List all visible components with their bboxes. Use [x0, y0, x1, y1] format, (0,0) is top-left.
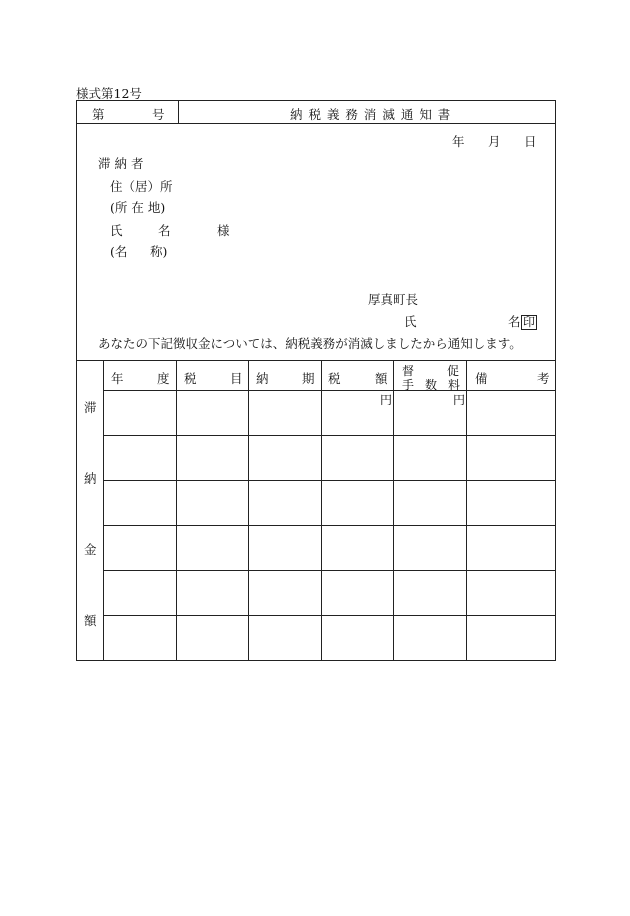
issuer-title: 厚真町長: [368, 292, 419, 307]
table-row-line: [103, 435, 556, 436]
date-year: 年: [452, 134, 465, 149]
header-due-2: 期: [302, 371, 315, 386]
name-label-1: 氏: [110, 223, 123, 238]
table-row-line: [103, 615, 556, 616]
table-col-line: [393, 360, 394, 661]
document-title: 納 税 義 務 消 滅 通 知 書: [290, 107, 452, 122]
side-label-char: 金: [84, 542, 97, 557]
header-remarks-1: 備: [475, 371, 488, 386]
table-row-line: [103, 480, 556, 481]
issuer-name-label-2: 名: [508, 314, 521, 329]
address-label: 住（居）所: [110, 179, 173, 194]
header-divider: [76, 123, 556, 124]
header-fee-4: 数: [425, 378, 438, 392]
table-top-line: [76, 360, 556, 361]
header-year-2: 度: [157, 371, 170, 386]
side-label-char: 納: [84, 471, 97, 486]
table-col-line: [103, 360, 104, 661]
date-day: 日: [524, 134, 537, 149]
honorific: 様: [217, 223, 230, 238]
table-col-line: [321, 360, 322, 661]
header-fee-1: 督: [402, 364, 415, 378]
notice-text: あなたの下記徴収金については、納税義務が消滅しましたから通知します。: [98, 336, 522, 351]
header-year-1: 年: [111, 371, 124, 386]
side-label-char: 滞: [84, 400, 97, 415]
header-tax-item-2: 目: [230, 371, 243, 386]
yen-unit-tax: 円: [380, 393, 393, 407]
header-remarks-2: 考: [537, 371, 550, 386]
number-prefix: 第: [92, 107, 105, 122]
header-amount-2: 額: [375, 371, 388, 386]
table-header-line: [103, 390, 556, 391]
location-label: (所 在 地): [110, 200, 166, 215]
header-fee-2: 促: [447, 364, 460, 378]
name-label-2: 名: [158, 223, 171, 238]
header-fee-5: 料: [448, 378, 461, 392]
table-row-line: [103, 570, 556, 571]
header-due-1: 納: [256, 371, 269, 386]
corp-name-label-1: (名: [110, 244, 128, 259]
yen-unit-fee: 円: [453, 393, 466, 407]
number-suffix: 号: [152, 107, 165, 122]
date-month: 月: [488, 134, 501, 149]
table-col-line: [466, 360, 467, 661]
header-number-divider: [178, 100, 179, 123]
seal-icon: 印: [523, 315, 536, 329]
form-number: 様式第12号: [76, 86, 142, 101]
seal-mark: [521, 311, 537, 330]
issuer-name-label-1: 氏: [404, 314, 417, 329]
table-row-line: [103, 525, 556, 526]
table-col-line: [176, 360, 177, 661]
header-amount-1: 税: [328, 371, 341, 386]
table-col-line: [248, 360, 249, 661]
corp-name-label-2: 称): [150, 244, 168, 259]
side-label-char: 額: [84, 613, 97, 628]
header-fee-3: 手: [402, 378, 415, 392]
recipient-heading: 滞 納 者: [98, 156, 144, 171]
header-tax-item-1: 税: [184, 371, 197, 386]
